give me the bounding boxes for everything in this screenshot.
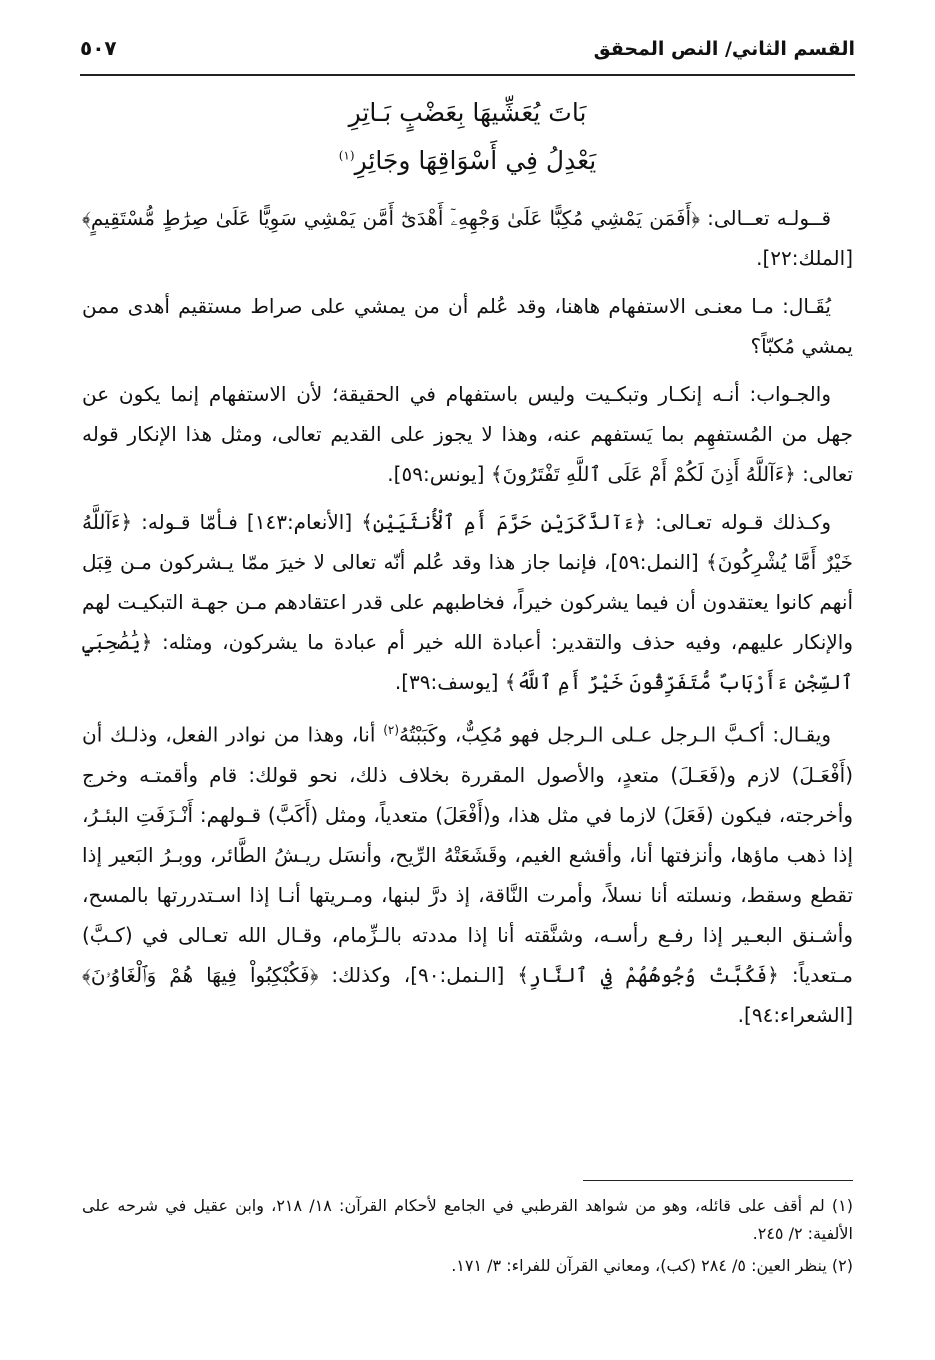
header-divider — [80, 74, 855, 76]
poem-line-2-text: يَعْدِلُ فِي أَسْوَاقِهَا وجَائِرِ — [354, 146, 597, 175]
footnote-2: (٢) ينظر العين: ٥/ ٢٨٤ (كب)، ومعاني القرآن للفراء: ٣/ ١٧١. — [451, 1256, 853, 1275]
paragraph-5-intro: ويقـال: أكـبَّ الـرجل عـلى الـرجل فهو مُكِبٌّ، وكَبَبْتُهُ — [399, 722, 832, 747]
main-text — [82, 198, 853, 1043]
quran-quote: ﴿أَفَمَن يَمْشِي مُكِبًّا عَلَىٰ وَجْهِهِۦٓ أَهْدَىٰٓ أَمَّن يَمْشِي سَوِيًّا عَلَىٰ صِرَٰطٍ مُّسْتَقِيمٍ﴾ — [82, 206, 700, 230]
quran-quote: ﴿فَكُبَّتْ وُجُوهُهُمْ فِي ٱلنَّارِ﴾ — [517, 962, 779, 987]
paragraph-1-intro: قــولـه تعــالى: — [699, 206, 832, 230]
footnotes — [82, 1192, 853, 1284]
paragraph-4-intro: وكـذلك قـوله تعـالى: — [646, 510, 831, 534]
quran-quote: ﴿ءَآللَّهُ أَذِنَ لَكُمْ أَمْ عَلَى ٱللَّهِ تَفْتَرُونَ﴾ — [490, 462, 796, 486]
paragraph-3 — [82, 374, 853, 494]
poem-line-2 — [80, 146, 855, 175]
quran-quote: ﴿ءَآللَّهُ خَيْرٌ أَمَّا يُشْرِكُونَ﴾ — [82, 510, 853, 574]
quran-quote: ﴿فَكُبْكِبُواْ فِيهَا هُمْ وَٱلْغَاوُۥنَ﴾ — [82, 962, 319, 987]
paragraph-2-text: يُقَـال: مـا معنـى الاستفهام هاهنا، وقد عُلم أن من يمشي على صراط مستقيم أهدى ممن يمشي مُكبّاً؟ — [82, 294, 853, 358]
paragraph-3-text: والجـواب: أنـه إنكـار وتبكـيت وليس باستفهام في الحقيقة؛ لأن الاستفهام إنما يكون عن جهل من المُستفهِم بما يَستفهم عنه، وهذا لا يجوز على القديم تعالى، ومثل هذا الإنكار قوله تعالى: — [82, 382, 853, 486]
footnote-divider — [583, 1180, 853, 1181]
page-header — [80, 30, 855, 70]
quran-quote: ﴿يَٰصَٰحِبَيِ ٱلسِّجْنِ ءَأَرْبَابٌ مُّتَفَرِّقُونَ خَيْرٌ أَمِ ٱللَّهُ﴾ — [82, 630, 853, 694]
paragraph-1 — [82, 198, 853, 278]
footnote-1: (١) لم أقف على قائله، وهو من شواهد القرطبي في الجامع لأحكام القرآن: ١٨/ ٢١٨، وابن عقيل في شرحه على الألفية: ٢/ ٢٤٥. — [82, 1196, 853, 1243]
paragraph-5-middle: [الـنمل:٩٠]، وكذلك: — [318, 962, 518, 987]
page-number: ٥٠٧ — [80, 36, 117, 60]
footnote-mark-1: (١) — [338, 148, 355, 163]
paragraph-4 — [82, 502, 853, 702]
paragraph-4-middle: [الأنعام:١٤٣] فـأمّا قـوله: — [132, 510, 362, 534]
surah-reference: [الشعراء:٩٤]. — [737, 1002, 853, 1027]
quran-quote: ﴿ءَآلذَّكَرَيْنِ حَرَّمَ أَمِ ٱلْأُنثَيَيْنِ﴾ — [361, 510, 647, 534]
running-title: القسم الثاني/ النص المحقق — [593, 38, 855, 60]
surah-reference: [يوسف:٣٩]. — [394, 670, 505, 694]
poem-line-1-text: بَاتَ يُعَشِّيهَا بِعَضْبٍ بَـاتِرِ — [348, 98, 587, 127]
footnote-mark-2: (٢) — [383, 723, 400, 737]
paragraph-4-text: [النمل:٥٩]، فإنما جاز هذا وقد عُلم أنّه تعالى لا خيرَ ممّا يـشركون مـن قِبَل أنهم كانوا يعتقدون أن فيما يشركون خيراً، فخاطبهم على قدر اعتقادهم مـن جهـة التبكيـت لهم والإنكار عليهم، وفيه حذف والتقدير: أعبادة الله خير أم عبادة ما يشركون، ومثله: — [82, 550, 853, 654]
surah-reference: [يونس:٥٩]. — [387, 462, 491, 486]
surah-reference: [الملك:٢٢]. — [756, 246, 853, 270]
poem-line-1 — [80, 98, 855, 127]
paragraph-5-text: أنا، وهذا من نوادر الفعل، وذلـك أن (أَفْعَـلَ) لازم و(فَعَـلَ) متعدٍ، والأصول المقررة بخلاف ذلك، نحو قولك: قام وأقمتـه وخرج وأخرجته، فيكون (فَعَلَ) لازما في مثل هذا، و(أَفْعَلَ) متعدياً، ومثل (أَكَبَّ) قـولهم: أَنْـزَفَتِ البئـرُ، إذا ذهب ماؤها، وأنزفتها أنا، وأقشع الغيم، وقَشَعَتْهُ الرِّيح، وأنسَل ريـشُ الطَّائر، ووبـرُ البَعير إذا تقطع وسقط، ونسلته أنا نسلاً، وأمرت النَّاقة، إذ درَّ لبنها، ومـريتها أنـا إذا اسـتدررتها بالمسح، وأشـنق البعـير إذا رفـع رأسـه، وشنَّقته أنا إذا مددته بالـزِّمام، وقـال الله تعـالى في (كـبَّ) مـتعدياً: — [82, 722, 854, 987]
paragraph-2 — [82, 286, 853, 366]
paragraph-5 — [82, 710, 853, 1035]
